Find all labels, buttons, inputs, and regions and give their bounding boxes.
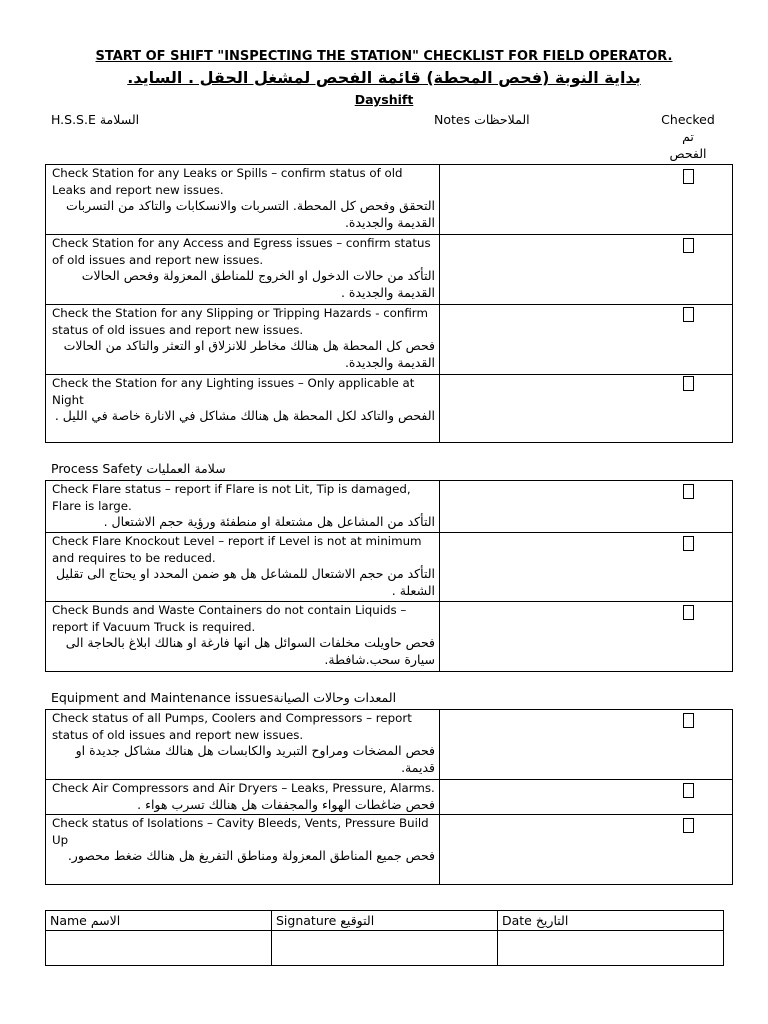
signoff-table xyxy=(45,910,724,966)
task-text-en: Check Station for any Leaks or Spills – confirm status of old Leaks and report new issues. xyxy=(52,166,403,197)
checked-heading-ar-2: الفحص xyxy=(669,146,707,161)
checkbox[interactable] xyxy=(683,818,694,833)
task-text-ar: التأكد من حجم الاشتعال للمشاعل هل هو ضمن المحدد او يحتاج الى تقليل الشعلة . xyxy=(56,566,435,598)
task-text-en: Check the Station for any Slipping or Tripping Hazards - confirm status of old issues and report new issues. xyxy=(52,306,428,337)
checklist-row xyxy=(46,305,733,375)
equipment-maintenance-heading: Equipment and Maintenance issuesالمعدات وحالات الصيانة xyxy=(51,690,397,705)
document-title: START OF SHIFT "INSPECTING THE STATION" CHECKLIST FOR FIELD OPERATOR. xyxy=(95,49,673,64)
task-text-ar: فحص ضاغطات الهواء والمجففات هل هنالك تسرب هواء . xyxy=(137,796,435,812)
task-text-en: Check Bunds and Waste Containers do not contain Liquids – report if Vacuum Truck is required. xyxy=(52,603,407,634)
task-text-ar: فحص جميع المناطق المعزولة ومناطق التفريغ هل هنالك ضغط محصور. xyxy=(67,848,435,863)
date-label: Date التاريخ xyxy=(498,911,724,931)
task-text-en: Check the Station for any Lighting issues – Only applicable at Night xyxy=(52,376,415,407)
signature-label: Signature التوقيع xyxy=(272,911,498,931)
checklist-row xyxy=(46,710,733,780)
notes-heading: Notes الملاحظات xyxy=(434,112,530,127)
equipment-checklist-table xyxy=(45,709,733,885)
checklist-row xyxy=(46,165,733,235)
checkbox[interactable] xyxy=(683,169,694,184)
hsse-checklist-table xyxy=(45,164,733,443)
date-field[interactable] xyxy=(498,931,724,966)
task-cell xyxy=(46,375,440,443)
process-safety-heading: Process Safety سلامة العمليات xyxy=(51,461,226,476)
shift-label: Dayshift xyxy=(354,92,414,107)
task-text-ar: فحص المضخات ومراوح التبريد والكابسات هل هنالك مشاكل جديدة او قديمة. xyxy=(75,743,435,775)
task-text-en: Check status of Isolations – Cavity Bleeds, Vents, Pressure Build Up xyxy=(52,816,429,847)
task-cell xyxy=(46,602,440,672)
checked-heading-en: Checked xyxy=(661,112,715,127)
checklist-row xyxy=(46,375,733,443)
signature-field[interactable] xyxy=(272,931,498,966)
task-cell xyxy=(46,305,440,375)
task-cell xyxy=(46,815,440,885)
checklist-row xyxy=(46,481,733,533)
checkbox[interactable] xyxy=(683,307,694,322)
checkbox[interactable] xyxy=(683,536,694,551)
task-cell xyxy=(46,235,440,305)
task-text-ar: فحص حاويلت مخلفات السوائل هل انها فارغة او هنالك ابلاغ بالحاجة الى سيارة سحب.شافطة. xyxy=(65,635,435,667)
task-cell xyxy=(46,533,440,602)
task-cell xyxy=(46,710,440,780)
hsse-heading: H.S.S.E السلامة xyxy=(51,112,140,127)
checkbox[interactable] xyxy=(683,238,694,253)
task-cell xyxy=(46,780,440,815)
task-text-en: Check Air Compressors and Air Dryers – Leaks, Pressure, Alarms. xyxy=(52,781,435,795)
document-title-arabic: بداية النوبة (فحص المحطة) قائمة الفحص لمشغل الحقل . السايد. xyxy=(127,68,641,87)
checkbox[interactable] xyxy=(683,783,694,798)
signoff-header-row xyxy=(46,911,724,931)
signoff-entry-row xyxy=(46,931,724,966)
checkbox[interactable] xyxy=(683,484,694,499)
task-text-en: Check Flare Knockout Level – report if Level is not at minimum and requires to be reduced. xyxy=(52,534,422,565)
checklist-row xyxy=(46,815,733,885)
checklist-row xyxy=(46,533,733,602)
task-cell xyxy=(46,165,440,235)
task-text-ar: التأكد من حالات الدخول او الخروج للمناطق المعزولة وفحص الحالات القديمة والجديدة . xyxy=(81,268,435,300)
task-text-ar: التحقق وفحص كل المحطة. التسربات والانسكابات والتاكد من التسربات القديمة والجديدة. xyxy=(66,198,435,230)
checklist-row xyxy=(46,235,733,305)
name-label: Name الاسم xyxy=(46,911,272,931)
task-text-ar: التأكد من المشاعل هل مشتعلة او منطفئة ورؤية حجم الاشتعال . xyxy=(103,514,435,529)
checklist-row xyxy=(46,602,733,672)
checklist-row xyxy=(46,780,733,815)
name-field[interactable] xyxy=(46,931,272,966)
task-text-en: Check Flare status – report if Flare is not Lit, Tip is damaged, Flare is large. xyxy=(52,482,411,513)
task-cell xyxy=(46,481,440,533)
task-text-en: Check Station for any Access and Egress issues – confirm status of old issues and report new issues. xyxy=(52,236,431,267)
checkbox[interactable] xyxy=(683,376,694,391)
task-text-ar: فحص كل المحطة هل هنالك مخاطر للانزلاق او التعثر والتاكد من الحالات القديمة والجديدة. xyxy=(63,338,435,370)
checkbox[interactable] xyxy=(683,713,694,728)
checked-heading xyxy=(652,111,724,162)
task-text-en: Check status of all Pumps, Coolers and Compressors – report status of old issues and report new issues. xyxy=(52,711,412,742)
checked-heading-ar-1: تم xyxy=(682,129,694,144)
task-text-ar: الفحص والتاكد لكل المحطة هل هنالك مشاكل في الانارة خاصة في الليل . xyxy=(54,408,435,423)
process-safety-checklist-table xyxy=(45,480,733,672)
checkbox[interactable] xyxy=(683,605,694,620)
